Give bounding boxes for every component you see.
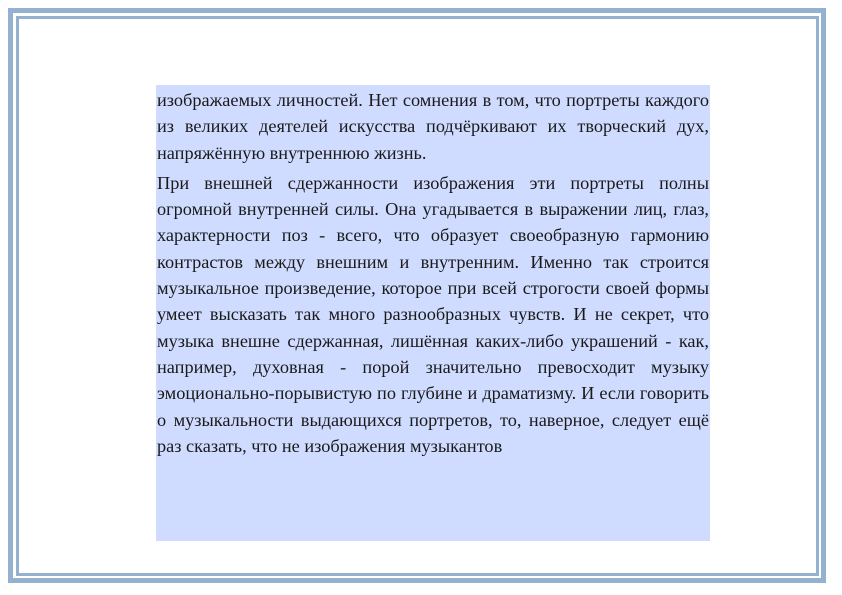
highlighted-text-block xyxy=(156,85,710,541)
paragraph-2: При внешней сдержанности изображения эти портреты полны огромной внутренней силы. Она угадывается в выражении лиц, глаз, характерности поз - всего, что образует своеобразную гармонию контрастов между внешним и внутренним. Именно так строится музыкальное произведение, которое при всей строгости своей формы умеет высказать так много разнообразных чувств. И не секрет, что музыка внешне сдержанная, лишённая каких-либо украшений - как, например, духовная - порой значительно превосходит музыку эмоционально-порывистую по глубине и драматизму. И если говорить о музыкальности выдающихся портретов, то, наверное, следует ещё раз сказать, что не изображения музыкантов xyxy=(157,172,709,456)
paragraph-1: изображаемых личностей. Нет сомнения в том, что портреты каждого из великих деятелей искусства подчёркивают их творческий дух, напряжённую внутреннюю жизнь. xyxy=(157,90,709,163)
